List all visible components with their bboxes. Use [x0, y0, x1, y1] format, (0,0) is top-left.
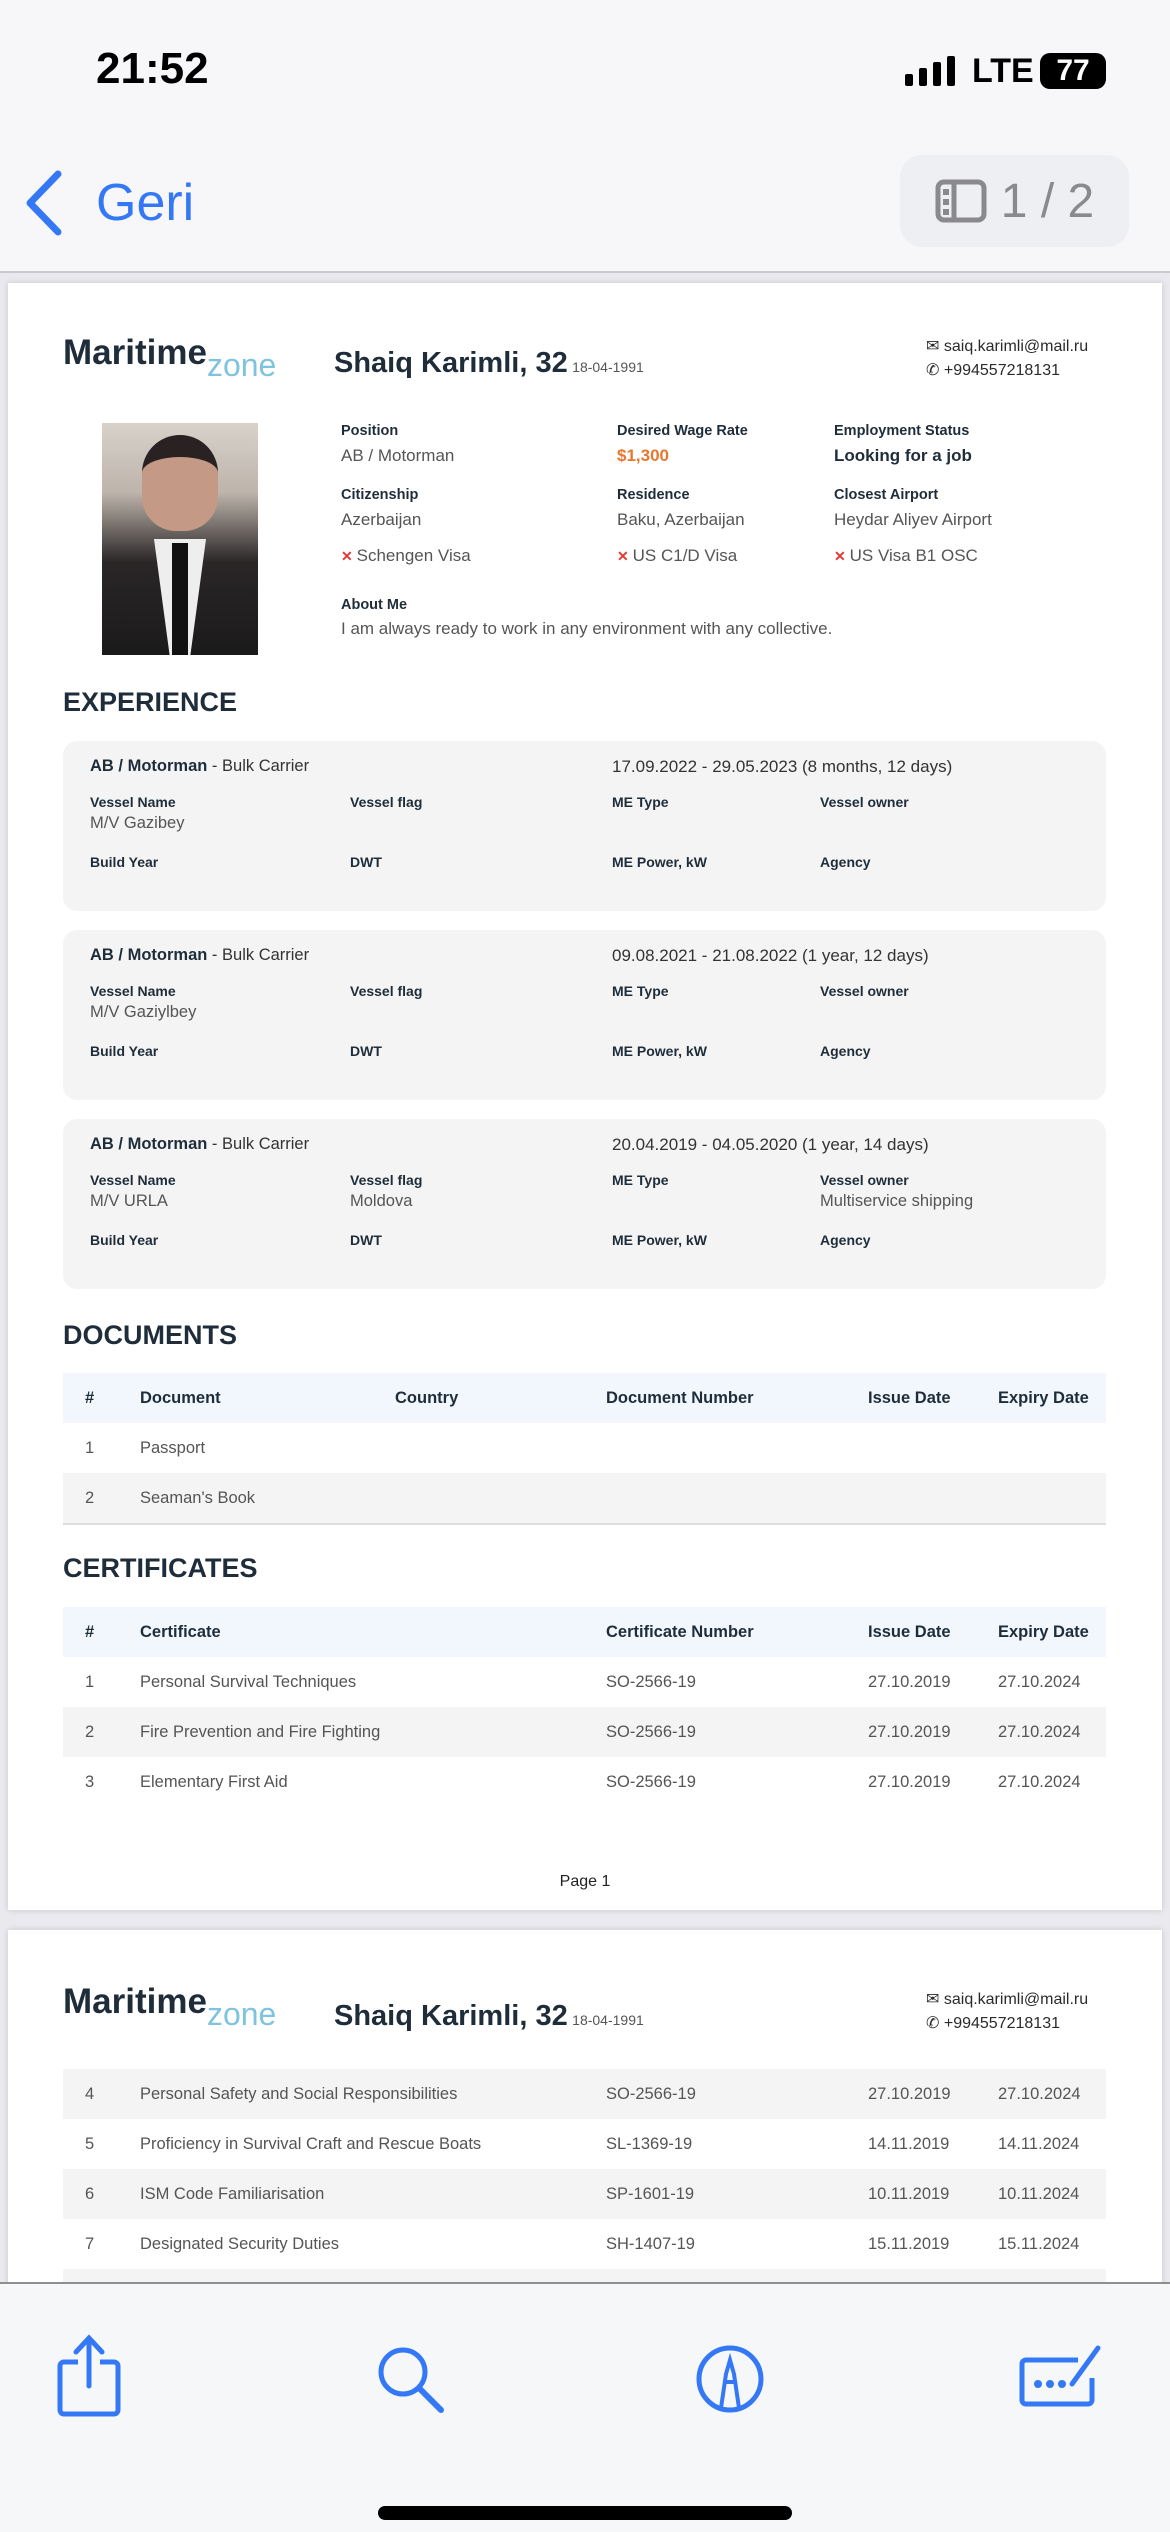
- column-header: Country: [395, 1388, 459, 1407]
- page-indicator-text: 1 / 2: [1000, 174, 1095, 228]
- phone-icon: ✆: [926, 362, 940, 379]
- logo-part2: zone: [206, 347, 277, 383]
- form-fill-icon[interactable]: [1018, 2344, 1118, 2410]
- table-cell: 27.10.2019: [868, 2084, 951, 2103]
- email-icon: ✉: [926, 1991, 940, 2008]
- field-label: Position: [341, 423, 399, 439]
- column-header: Issue Date: [868, 1388, 951, 1407]
- field-value: $1,300: [617, 446, 669, 465]
- vessel-owner-label: Vessel owner: [820, 983, 909, 999]
- table-cell: 4: [85, 2084, 95, 2103]
- visa-label: US Visa B1 OSC: [849, 546, 978, 565]
- column-header: Certificate: [140, 1622, 221, 1641]
- email[interactable]: saiq.karimli@mail.ru: [943, 1991, 1089, 2008]
- candidate-name: Shaiq Karimli, 32 18-04-1991: [334, 2000, 644, 2032]
- table-header: [63, 1607, 1106, 1657]
- table-cell: 27.10.2019: [868, 1722, 951, 1741]
- table-cell: 27.10.2019: [868, 1772, 951, 1791]
- table-row[interactable]: [63, 2069, 1106, 2119]
- column-header: #: [85, 1388, 95, 1407]
- me-type-label: ME Type: [612, 1172, 669, 1188]
- table-cell: 6: [85, 2184, 95, 2203]
- vessel-flag: Moldova: [350, 1192, 413, 1210]
- table-cell: Fire Prevention and Fire Fighting: [140, 1722, 381, 1741]
- page-footer: Page 1: [559, 1873, 611, 1890]
- certificates-heading: CERTIFICATES: [63, 1553, 258, 1583]
- table-row[interactable]: [63, 2169, 1106, 2219]
- home-indicator[interactable]: [378, 2506, 792, 2520]
- about-label: About Me: [341, 597, 408, 613]
- experience-title: [90, 946, 309, 965]
- markup-icon[interactable]: [695, 2344, 765, 2414]
- visa-item: [834, 546, 978, 566]
- visa-item: [617, 546, 737, 566]
- pdf-page-2: [8, 1930, 1162, 2330]
- logo: [63, 333, 277, 383]
- me-type-label: ME Type: [612, 794, 669, 810]
- table-cell: 27.10.2024: [998, 1672, 1081, 1691]
- email-icon: ✉: [926, 338, 940, 355]
- field-label: Desired Wage Rate: [617, 423, 748, 439]
- table-cell: ISM Code Familiarisation: [140, 2184, 325, 2203]
- table-cell: SO-2566-19: [606, 1722, 696, 1741]
- table-cell: SO-2566-19: [606, 2084, 696, 2103]
- battery-level: 77: [1056, 54, 1090, 87]
- visa-item: [341, 546, 471, 566]
- field-label: Closest Airport: [834, 487, 939, 503]
- candidate-name: Shaiq Karimli, 32 18-04-1991: [334, 347, 644, 379]
- contact-info: [926, 1988, 1088, 2036]
- vessel-owner-label: Vessel owner: [820, 1172, 909, 1188]
- vessel-name-label: Vessel Name: [90, 983, 176, 999]
- column-header: Document: [140, 1388, 221, 1407]
- table-row[interactable]: [63, 1657, 1106, 1707]
- back-label: Geri: [96, 174, 195, 232]
- phone[interactable]: +994557218131: [943, 2015, 1060, 2032]
- table-row[interactable]: [63, 1473, 1106, 1523]
- vessel-flag-label: Vessel flag: [350, 983, 423, 999]
- dwt-label: DWT: [350, 1043, 382, 1059]
- table-cell: 27.10.2019: [868, 1672, 951, 1691]
- table-cell: SL-1369-19: [606, 2134, 693, 2153]
- chevron-left-icon: [24, 170, 64, 236]
- dwt-label: DWT: [350, 854, 382, 870]
- table-cell: Elementary First Aid: [140, 1772, 288, 1791]
- field-value: AB / Motorman: [341, 446, 455, 465]
- table-cell: Seaman's Book: [140, 1488, 256, 1507]
- experience-card: [63, 1119, 1106, 1289]
- experience-card: [63, 930, 1106, 1100]
- vessel-name: M/V URLA: [90, 1192, 168, 1210]
- table-cell: 5: [85, 2134, 95, 2153]
- table-row[interactable]: [63, 1707, 1106, 1757]
- table-cell: SH-1407-19: [606, 2234, 695, 2253]
- me-power-label: ME Power, kW: [612, 1232, 707, 1248]
- table-cell: SO-2566-19: [606, 1672, 696, 1691]
- table-cell: 2: [85, 1488, 95, 1507]
- field-value: Heydar Aliyev Airport: [834, 510, 992, 529]
- pdf-page-1: [8, 283, 1162, 1910]
- table-cell: Designated Security Duties: [140, 2234, 340, 2253]
- documents-table: [63, 1373, 1106, 1525]
- signal-icon: [905, 56, 955, 86]
- dwt-label: DWT: [350, 1232, 382, 1248]
- me-power-label: ME Power, kW: [612, 854, 707, 870]
- table-cell: 1: [85, 1438, 95, 1457]
- table-cell: 14.11.2019: [868, 2134, 950, 2153]
- table-cell: Personal Safety and Social Responsibilities: [140, 2084, 458, 2103]
- page-indicator[interactable]: [900, 155, 1129, 247]
- experience-rank: AB / Motorman: [90, 757, 208, 775]
- field-label: Employment Status: [834, 423, 970, 439]
- table-row[interactable]: [63, 2219, 1106, 2269]
- table-cell: SO-2566-19: [606, 1772, 696, 1791]
- battery-icon: [1040, 53, 1106, 89]
- vessel-flag-label: Vessel flag: [350, 1172, 423, 1188]
- about-text: I am always ready to work in any environment with any collective.: [341, 619, 833, 638]
- table-cell: 3: [85, 1772, 95, 1791]
- table-header: [63, 1373, 1106, 1423]
- experience-title: [90, 757, 309, 776]
- bottom-toolbar: [0, 2282, 1170, 2532]
- back-button[interactable]: [24, 170, 194, 236]
- agency-label: Agency: [820, 1232, 871, 1248]
- table-row[interactable]: [63, 1757, 1106, 1807]
- vessel-type: - Bulk Carrier: [207, 757, 310, 775]
- table-row[interactable]: [63, 1423, 1106, 1473]
- column-header: Expiry Date: [998, 1622, 1089, 1641]
- status-bar: [0, 0, 1170, 130]
- x-icon: ✕: [617, 548, 633, 564]
- table-cell: Passport: [140, 1438, 206, 1457]
- table-cell: 27.10.2024: [998, 2084, 1081, 2103]
- field-value: Azerbaijan: [341, 510, 422, 529]
- table-row[interactable]: [63, 2119, 1106, 2169]
- table-cell: 2: [85, 1722, 95, 1741]
- documents-heading: DOCUMENTS: [63, 1320, 237, 1350]
- table-cell: 27.10.2024: [998, 1722, 1081, 1741]
- experience-card: [63, 741, 1106, 911]
- vessel-flag-label: Vessel flag: [350, 794, 423, 810]
- field-value: Baku, Azerbaijan: [617, 510, 745, 529]
- experience-period: 17.09.2022 - 29.05.2023 (8 months, 12 days): [612, 757, 953, 776]
- vessel-name-label: Vessel Name: [90, 1172, 176, 1188]
- experience-heading: EXPERIENCE: [63, 687, 238, 717]
- table-cell: Personal Survival Techniques: [140, 1672, 357, 1691]
- field-value: Looking for a job: [834, 446, 972, 465]
- table-cell: 27.10.2024: [998, 1772, 1081, 1791]
- x-icon: ✕: [834, 548, 850, 564]
- build-year-label: Build Year: [90, 1043, 159, 1059]
- dob: 18-04-1991: [572, 359, 644, 375]
- search-icon[interactable]: [375, 2344, 447, 2416]
- table-cell: 15.11.2019: [868, 2234, 950, 2253]
- table-cell: 10.11.2019: [868, 2184, 950, 2203]
- agency-label: Agency: [820, 854, 871, 870]
- clock: 21:52: [96, 44, 209, 93]
- experience-title: [90, 1135, 309, 1154]
- phone[interactable]: +994557218131: [943, 362, 1060, 379]
- logo-part1: Maritime: [63, 1982, 207, 2021]
- table-cell: 7: [85, 2234, 95, 2253]
- vessel-owner: Multiservice shipping: [820, 1192, 974, 1210]
- phone-icon: ✆: [926, 2015, 940, 2032]
- logo-part2: zone: [206, 1996, 277, 2032]
- contact-info: [926, 335, 1088, 383]
- column-header: Issue Date: [868, 1622, 951, 1641]
- me-type-label: ME Type: [612, 983, 669, 999]
- vessel-type: - Bulk Carrier: [207, 946, 310, 964]
- column-header: #: [85, 1622, 95, 1641]
- experience-period: 09.08.2021 - 21.08.2022 (1 year, 12 days): [612, 946, 929, 965]
- table-cell: 10.11.2024: [998, 2184, 1080, 2203]
- experience-rank: AB / Motorman: [90, 946, 208, 964]
- field-label: Residence: [617, 487, 690, 503]
- x-icon: ✕: [341, 548, 357, 564]
- agency-label: Agency: [820, 1043, 871, 1059]
- build-year-label: Build Year: [90, 1232, 159, 1248]
- certificates-table: [63, 1607, 1106, 1807]
- table-cell: 15.11.2024: [998, 2234, 1080, 2253]
- field-label: Citizenship: [341, 487, 419, 503]
- experience-period: 20.04.2019 - 04.05.2020 (1 year, 14 days): [612, 1135, 929, 1154]
- me-power-label: ME Power, kW: [612, 1043, 707, 1059]
- column-header: Expiry Date: [998, 1388, 1089, 1407]
- vessel-name-label: Vessel Name: [90, 794, 176, 810]
- visa-label: US C1/D Visa: [632, 546, 738, 565]
- logo: [63, 1982, 277, 2032]
- column-header: Certificate Number: [606, 1622, 754, 1641]
- logo-part1: Maritime: [63, 333, 207, 372]
- table-cell: SP-1601-19: [606, 2184, 695, 2203]
- vessel-name: M/V Gaziylbey: [90, 1003, 197, 1021]
- table-cell: 14.11.2024: [998, 2134, 1080, 2153]
- profile-photo: [102, 423, 258, 655]
- experience-rank: AB / Motorman: [90, 1135, 208, 1153]
- vessel-type: - Bulk Carrier: [207, 1135, 310, 1153]
- network-type: LTE: [972, 52, 1034, 90]
- vessel-name: M/V Gazibey: [90, 814, 185, 832]
- build-year-label: Build Year: [90, 854, 159, 870]
- table-cell: 1: [85, 1672, 95, 1691]
- sidebar-icon: [935, 179, 987, 223]
- visa-label: Schengen Visa: [356, 546, 471, 565]
- column-header: Document Number: [606, 1388, 754, 1407]
- vessel-owner-label: Vessel owner: [820, 794, 909, 810]
- share-icon[interactable]: [56, 2334, 122, 2418]
- email[interactable]: saiq.karimli@mail.ru: [943, 338, 1089, 355]
- table-cell: Proficiency in Survival Craft and Rescue Boats: [140, 2134, 482, 2153]
